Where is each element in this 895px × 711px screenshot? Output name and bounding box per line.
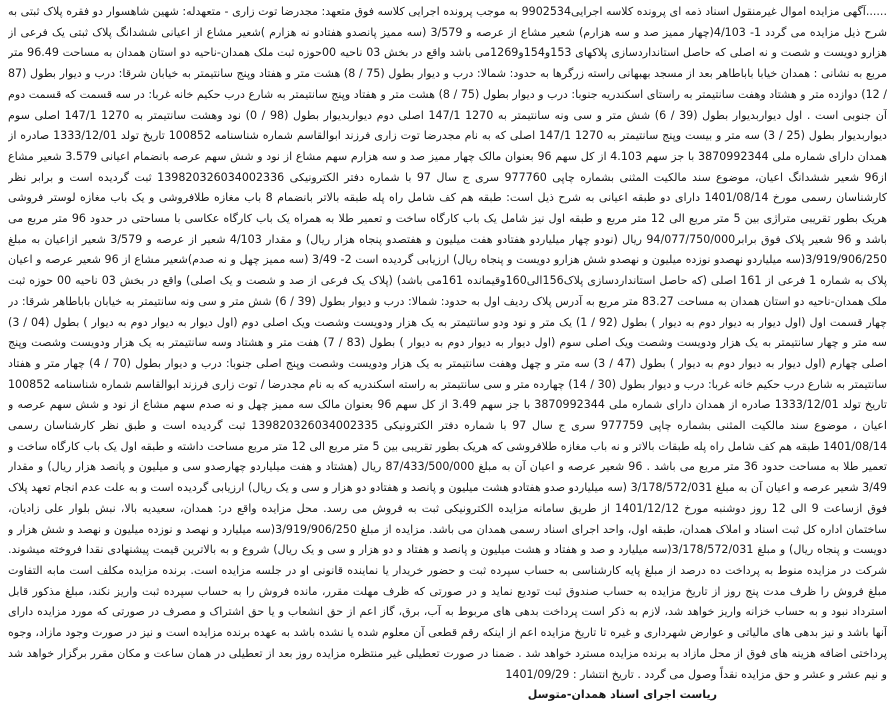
auction-notice (8, 2, 887, 709)
notice-body: ......آگهی مزایده اموال غیرمنقول اسناد ذمه ای پرونده کلاسه اجرایی9902534 به موجب پرونده اجرایی کلاسه فوق متعهد: مجدرضا توت زاری - متعهدله: شهین شاهسوار دو فقره پلاک ثبتی به شرح ذیل مزایده می گردد 1- 4/103(چهار مميز صد و سه هزارم) شعیر مشاع از عرصه و 3/579 (سه مميز پانصدو هفتادو نه هزارم )شعیر مشاع از اعیانی ششدانگ پلاک ثبتی یک فرعی از هزارو دویست و شصت و نه اصلی که حاصل استانداردسازی پلاکهای 153و154و1269می باشد واقع در بخش 03 ناحیه 00حوزه ثبت ملک همدان-ناحیه دو استان همدان به مساحت 96.49 متر مربع به نشانی : همدان خیابا باباطاهر بعد از مسجد بهبهانی راسته زرگرها به حدود: شمالا: درب و دیوار بطول (75 / 8) هشت متر و هفتاد وپنج سانتیمتر به خیابان شرقا: درب و دیوار بطول (87 / 12) دوازده متر و هشتاد وهفت سانتیمتر به راستای اسکندریه جنوبا: درب و دیوار بطول (75 / 8) هشت متر و هفتاد وپنج سانتیمتر به شارع درب حکیم خانه غربا: در سه قسمت که قسمت دوم آن جنوبی است . اول دیواربدیوار بطول (39 / 6) شش متر و سی ونه سانتیمتر به 1270 147/1 اصلی دوم دیواربدیوار بطول (98 / 0) نود وهشت سانتیمتر به 1270 147/1 اصلی سوم دیواربدیوار بطول (25 / 3) سه متر و بیست وپنج سانتیمتر به 1270 147/1 اصلی که به نام مجدرضا توت زاری فرزند ابوالقاسم شماره شناسنامه 100852 تاریخ تولد 1333/12/01 صادره از همدان دارای شماره ملی 3870992344 با جز سهم 4.103 از کل سهم 96 بعنوان مالک چهار مميز صد و سه هزارم سهم مشاع از نود و شش سهم عرصه بانضمام اعیانی 3.579 شعیر مشاع از96 شعیر ششدانگ اعیان، موضوع سند مالکیت المثنی بشماره چاپی 977760 سری ج سال 97 با شماره دفتر الکترونیکی 139820326034002336 ثبت گردیده است و برابر نظر کارشناسان رسمی مورخ 1401/08/14 دارای دو طبقه اعیانی به شرح ذیل است: طبقه هم کف شامل راه پله طبقه بالاتر بانضمام 8 باب مغازه طلافروشی و یک باب مغازه لوستر فروشی هریک بطور تقریبی متراژی بین 5 متر مربع الی 12 متر مربع و طبقه اول نیز شامل یک باب کارگاه ساخت و تعمیر طلا به همراه یک باب کارگاه عکاسی با مساحتی در حدود 96 متر مربع می باشد و 96 شعیر پلاک فوق برابر94/077/750/000 ریال (نودو چهار میلیاردو هفتادو هفت میلیون و هفتصدو پنجاه هزار ریال) و مقدار 4/103 شعیر از عرصه و 3/579 شعیر ازاعیان به مبلغ 3/919/906/250(سه میلیاردو نهصدو نوزده میلیون و نهصدو شش هزارو دویست و پنجاه ریال) ارزیابی گردیده است 2- 3/49 (سه مميز چهل و نه صدم)شعیر مشاع از 96 شعیر عرصه و اعیان پلاک به شماره 1 فرعی از 161 اصلی (که حاصل استانداردسازی پلاک156الی160وقیمانده 161می باشد) (پلاک یک فرعی از صد و شصت و یک اصلی) واقع در بخش 03 ناحیه 00 حوزه ثبت ملک همدان-ناحیه دو استان همدان به مساحت 83.27 متر مربع به آدرس پلاک ردیف اول به حدود: شمالا: درب و دیوار بطول (39 / 6) شش متر و سی ونه سانتیمتر به خیابان باباطاهر شرقا: در چهار قسمت اول (اول دیوار به دیوار دوم به دیوار ) بطول (92 / 1) یک متر و نود ودو سانتیمتر به یک هزار ودویست وشصت ویک اصلی دوم (اول دیوار به دیوار دوم به دیوار ) بطول (04 / 3) سه متر و چهار سانتیمتر به یک هزار ودویست وشصت ویک اصلی سوم (اول دیوار به دیوار دوم به دیوار ) بطول (83 / 7) هفت متر و هشتاد وسه سانتیمتر به یک هزار ودویست وشصت وپنج اصلی چهارم (اول دیوار به دیوار دوم به دیوار ) بطول (47 / 3) سه متر و چهل وهفت سانتیمتر به یک هزار ودویست وشصت وپنج اصلی جنوبا: درب و دیوار بطول (70 / 4) چهار متر و هفتاد سانتیمتر به شارع درب حکیم خانه غربا: درب و دیوار بطول (30 / 14) چهارده متر و سی سانتیمتر به راسته اسکندریه که به نام مجدرضا / توت زاری فرزند ابوالقاسم شماره شناسنامه 100852 تاریخ تولد 1333/12/01 صادره از همدان دارای شماره ملی 3870992344 با جز سهم 3.49 از کل سهم 96 بعنوان مالک سه مميز چهل و نه صدم سهم مشاع از نود و شش سهم عرصه و اعیان ، موضوع سند مالکیت المثنی بشماره چاپی 977759 سری ج سال 97 با شماره دفتر الکترونیکی 139820326034002335 ثبت گردیده است و طبق نظر کارشناسان رسمی 1401/08/14 طبقه هم کف شامل راه پله طبقات بالاتر و نه باب مغازه طلافروشی که هریک بطور تقریبی بین 5 متر مربع الی 12 متر مربع مساحت داشته و طبقه اول یک باب کارگاه ساخت و تعمیر طلا به مساحت حدود 36 متر مربع می باشد . 96 شعیر عرصه و اعیان آن به مبلغ 87/433/500/000 ریال (هشتاد و هفت میلیاردو چهارصدو سی و میلیون و پانصد هزار ریال) و مقدار 3/49 شعیر عرصه و اعیان آن به مبلغ 3/178/572/031 (سه میلیاردو صدو هفتادو هشت میلیون و پانصد و هفتادو دو هزار و سی و یک ریال) ارزیابی گردیده است و به علت عدم انجام تعهد پلاک فوق ازساعت 9 الی 12 روز دوشنبه مورخ 1401/12/12 از طریق سامانه مزایده الکترونیکی ثبت به فروش می رسد. محل مزایده واقع در: همدان، سعیدیه بالا، نبش بلوار علی زادیان، ساختمان اداره کل ثبت اسناد و املاک همدان، طبقه اول، واحد اجرای اسناد رسمی همدان می باشد. مزایده از مبلغ 3/919/906/250(سه میلیارد و نهصد و نوزده میلیون و نهصد و شش هزار و دویست و پنجاه ریال) و مبلغ 3/178/572/031(سه میلیارد و صد و هفتاد و هشت میلیون و پانصد و هفتاد و دو هزار و سی و یک ریال) شروع و به بالاترین قیمت پیشنهادی نقدا فروخته میشوند. شرکت در مزایده منوط به پرداخت ده درصد از مبلغ پایه کارشناسی به حساب سپرده ثبت و حضور خریدار یا نماینده قانونی او در جلسه مزایده است. برنده مزایده مکلف است مابه التفاوت مبلغ فروش را ظرف مدت پنج روز از تاریخ مزایده به حساب صندوق ثبت تودیع نماید و در صورتی که ظرف مهلت مقرر، مانده فروش را به حساب سپرده ثبت واریز نکند، مبلغ مذکور قابل استرداد نبود و به حساب خزانه واریز خواهد شد، لازم به ذکر است پرداخت بدهی های مربوط به آب، برق، گاز اعم از حق انشعاب و یا حق اشتراک و مصرف در صورتی که مورد مزایده دارای آنها باشد و نیز بدهی های مالیاتی و عوارض شهرداری و غیره تا تاریخ مزایده اعم از اینکه رقم قطعی آن معلوم شده یا نشده باشد به عهده برنده مزایده است و نیز در صورت وجود مازاد، وجوه پرداختی اضافه هزینه های فوق از محل مازاد به برنده مزایده مسترد خواهد شد . ضمنا در صورت تعطیلی غیر منتظره مزایده روز بعد از تعطیلی در همان ساعت و مکان مقرر برگزار خواهد شد و نیم عشر و عشر و حق مزایده نقداً وصول می گردد . تاریخ انتشار : 1401/09/29 (8, 5, 887, 681)
notice-signature: ریاست اجرای اسناد همدان-متوسل (527, 688, 717, 702)
